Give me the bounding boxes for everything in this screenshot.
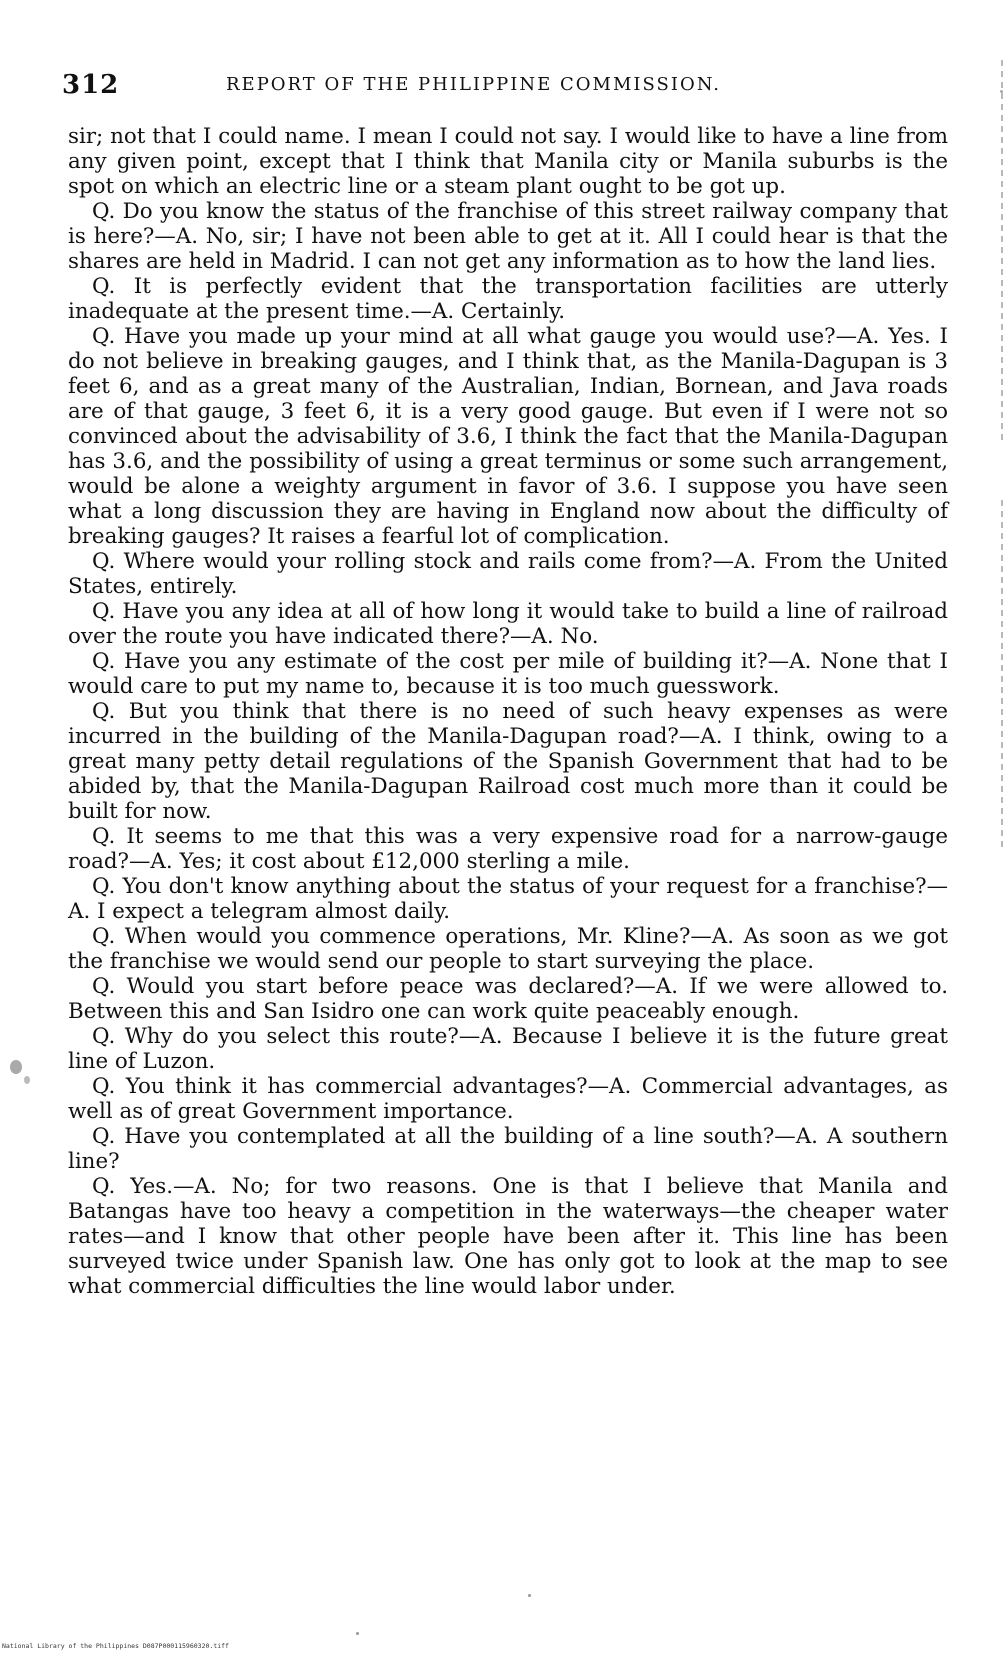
paragraph: Q. Have you made up your mind at all what gauge you would use?—A. Yes. I do not believe in breaking gauges, and I think that, as the Manila-Dagupan is 3 feet 6, and as a great many of the Australian, Indian, Bornean, and Java roads are of that gauge, 3 feet 6, it is a very good gauge. But even if I were not so convinced about the advisability of 3.6, I think the fact that the Manila-Dagupan has 3.6, and the possibility of using a great terminus or some such arrangement, would be alone a weighty argument in favor of 3.6. I suppose you have seen what a long discussion they are having in England now about the difficulty of breaking gauges? It raises a fearful lot of complication. bbox=[68, 324, 948, 549]
body-text bbox=[68, 124, 948, 1299]
paragraph: Q. It is perfectly evident that the transportation facilities are utterly inadequate at the present time.—A. Certainly. bbox=[68, 274, 948, 324]
paragraph: Q. Do you know the status of the franchise of this street railway company that is here?—A. No, sir; I have not been able to get at it. All I could hear is that the shares are held in Madrid. I can not get any information as to how the land lies. bbox=[68, 199, 948, 274]
scan-edge-mark bbox=[1001, 60, 1003, 440]
running-title: REPORT OF THE PHILIPPINE COMMISSION. bbox=[226, 74, 722, 95]
paragraph: Q. Have you any idea at all of how long it would take to build a line of railroad over the route you have indicated there?—A. No. bbox=[68, 599, 948, 649]
paragraph: Q. Why do you select this route?—A. Because I believe it is the future great line of Luzon. bbox=[68, 1024, 948, 1074]
scan-footer-note: National Library of the Philippines D087P000115960320.tiff bbox=[2, 1642, 229, 1650]
scan-speck bbox=[356, 1632, 359, 1635]
paragraph: Q. You don't know anything about the status of your request for a franchise?—A. I expect a telegram almost daily. bbox=[68, 874, 948, 924]
paragraph: Q. It seems to me that this was a very expensive road for a narrow-gauge road?—A. Yes; it cost about £12,000 sterling a mile. bbox=[68, 824, 948, 874]
paragraph: Q. Have you any estimate of the cost per mile of building it?—A. None that I would care to put my name to, because it is too much guesswork. bbox=[68, 649, 948, 699]
paragraph: Q. Have you contemplated at all the building of a line south?—A. A southern line? bbox=[68, 1124, 948, 1174]
scan-speck bbox=[24, 1076, 30, 1084]
paragraph: Q. Would you start before peace was declared?—A. If we were allowed to. Between this and San Isidro one can work quite peaceably enough. bbox=[68, 974, 948, 1024]
scan-speck bbox=[528, 1594, 531, 1597]
paragraph: Q. Yes.—A. No; for two reasons. One is that I believe that Manila and Batangas have too heavy a competition in the waterways—the cheaper water rates—and I know that other people have been after it. This line has been surveyed twice under Spanish law. One has only got to look at the map to see what commercial difficulties the line would labor under. bbox=[68, 1174, 948, 1299]
page-header bbox=[62, 70, 942, 110]
scan-speck bbox=[10, 1060, 22, 1074]
paragraph: Q. When would you commence operations, Mr. Kline?—A. As soon as we got the franchise we would send our people to start surveying the place. bbox=[68, 924, 948, 974]
scan-edge-mark bbox=[1001, 500, 1003, 850]
paragraph: Q. You think it has commercial advantages?—A. Commercial advantages, as well as of great Government importance. bbox=[68, 1074, 948, 1124]
paragraph: sir; not that I could name. I mean I could not say. I would like to have a line from any given point, except that I think that Manila city or Manila suburbs is the spot on which an electric line or a steam plant ought to be got up. bbox=[68, 124, 948, 199]
paragraph: Q. But you think that there is no need of such heavy expenses as were incurred in the building of the Manila-Dagupan road?—A. I think, owing to a great many petty detail regulations of the Spanish Government that had to be abided by, that the Manila-Dagupan Railroad cost much more than it could be built for now. bbox=[68, 699, 948, 824]
page-number: 312 bbox=[62, 70, 120, 100]
paragraph: Q. Where would your rolling stock and rails come from?—A. From the United States, entirely. bbox=[68, 549, 948, 599]
